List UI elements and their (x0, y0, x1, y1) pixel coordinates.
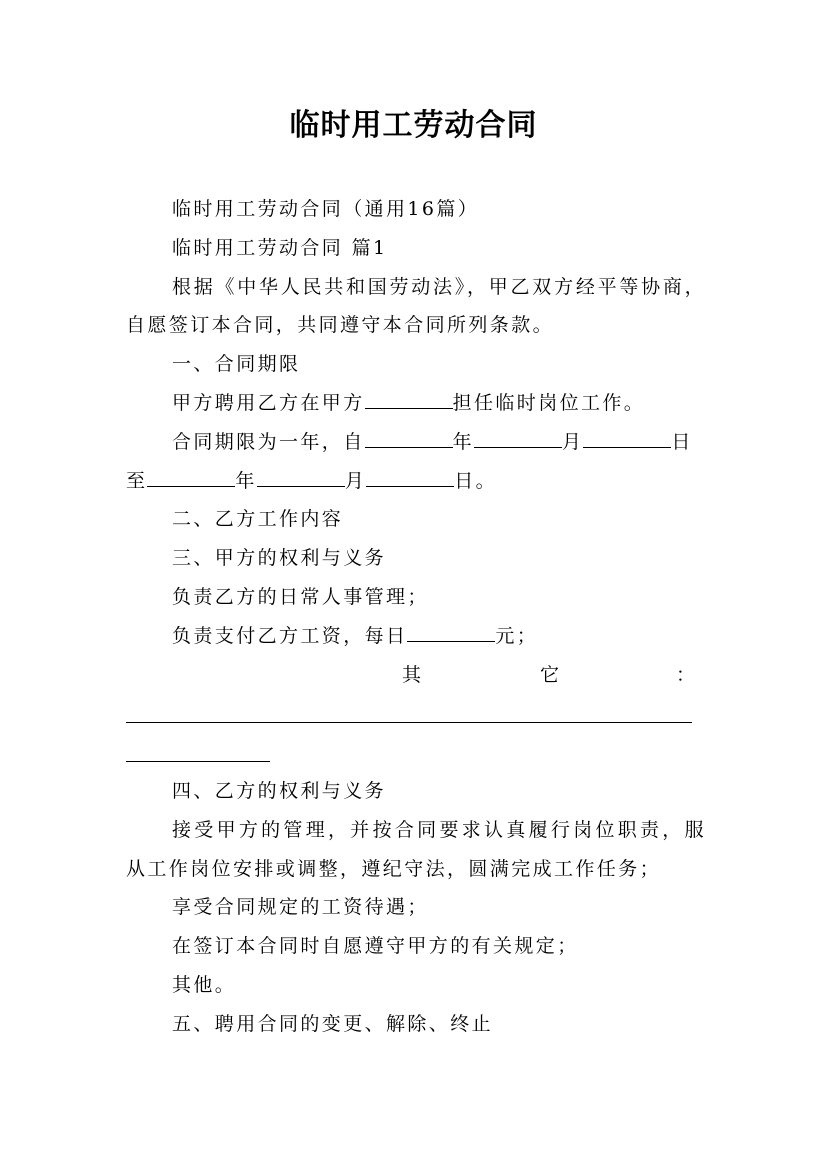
paragraph-other-items: 其他。 (172, 973, 237, 996)
blank-field-daily-wage (407, 621, 495, 642)
text-segment: 担任临时岗位工作。 (452, 391, 646, 414)
blank-field-other-line-1 (126, 694, 706, 733)
paragraph-term-end (126, 462, 706, 501)
paragraph-section-heading: 临时用工劳动合同 篇1 (172, 236, 388, 259)
text-segment: 元； (495, 624, 539, 647)
text-segment: 日 (671, 430, 693, 453)
heading-party-b-rights: 四、乙方的权利与义务 (172, 779, 387, 802)
text-segment: ： (676, 663, 698, 686)
document-title: 临时用工劳动合同 (289, 108, 538, 143)
underline (126, 722, 692, 723)
paragraph-hr-management: 负责乙方的日常人事管理； (172, 585, 429, 608)
blank-field-start-year (365, 427, 453, 448)
heading-work-content: 二、乙方工作内容 (172, 508, 344, 531)
blank-field-end-month (257, 466, 345, 487)
paragraph-comply-rules: 在签订本合同时自愿遵守甲方的有关规定； (172, 935, 579, 958)
heading-contract-term: 一、合同期限 (172, 353, 301, 376)
paragraph-other (126, 656, 706, 695)
blank-field-start-day (583, 427, 671, 448)
heading-contract-change: 五、聘用合同的变更、解除、终止 (172, 1012, 494, 1035)
underline (126, 761, 270, 762)
text-segment: 负责支付乙方工资，每日 (172, 624, 408, 647)
text-segment: 日。 (454, 469, 498, 492)
text-segment: 年 (235, 469, 257, 492)
paragraph-subtitle: 临时用工劳动合同（通用16篇） (172, 198, 480, 220)
text-segment: 月 (344, 469, 367, 492)
paragraph-wage-benefits: 享受合同规定的工资待遇； (172, 896, 429, 919)
text-segment: 至 (126, 469, 148, 492)
blank-field-end-year (147, 466, 235, 487)
blank-field-start-month (474, 427, 562, 448)
blank-field-end-day (366, 466, 454, 487)
text-segment: 合同期限为一年，自 (172, 430, 365, 453)
heading-party-a-rights: 三、甲方的权利与义务 (172, 547, 387, 570)
paragraph-term-start (126, 423, 706, 462)
paragraph-accept-management: 接受甲方的管理，并按合同要求认真履行岗位职责，服从工作岗位安排或调整，遵纪守法，圆满完成工作任务； (126, 818, 706, 880)
blank-field-other-line-2 (126, 733, 706, 772)
text-segment: 它 (540, 663, 562, 686)
text-segment: 其 (402, 663, 424, 686)
paragraph-wage (126, 617, 706, 656)
text-segment: 年 (452, 430, 475, 453)
blank-field-position (365, 388, 453, 409)
text-segment: 月 (562, 430, 584, 453)
document-body (126, 190, 706, 1044)
text-segment: 甲方聘用乙方在甲方 (172, 391, 365, 414)
paragraph-preamble: 根据《中华人民共和国劳动法》，甲乙双方经平等协商，自愿签订本合同，共同遵守本合同所列条款。 (126, 275, 706, 337)
paragraph-position (126, 384, 706, 423)
